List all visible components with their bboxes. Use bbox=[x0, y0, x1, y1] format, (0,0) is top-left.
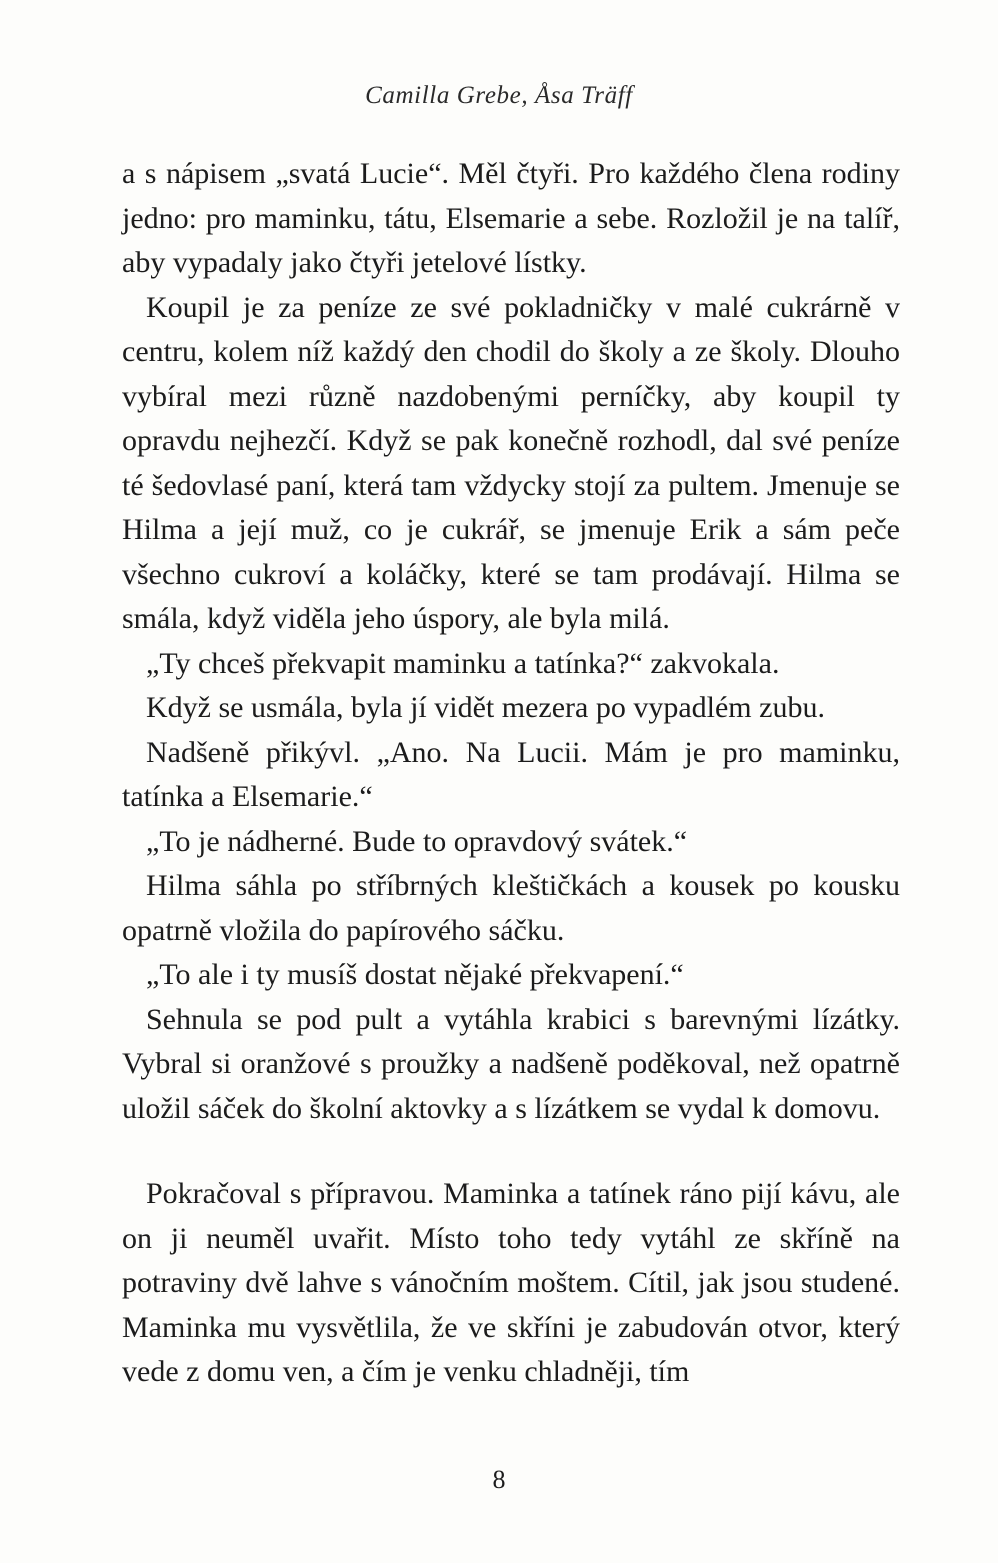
paragraph: Když se usmála, byla jí vidět mezera po vypadlém zubu. bbox=[146, 691, 825, 724]
paragraph: Koupil je za peníze ze své pokladničky v malé cukrárně v centru, kolem níž každý den chodil do školy a ze školy. Dlouho vybíral mezi různě nazdobenými perníčky, aby koupil ty opravdu nejhezčí. Když se pak konečně rozhodl, dal své peníze té šedovlasé paní, která tam vždycky stojí za pultem. Jmenuje se Hilma a její muž, co je cukrář, se jmenuje Erik a sám peče všechno cukroví a koláčky, které se tam prodávají. Hilma se smála, když viděla jeho úspory, ale byla milá. bbox=[122, 290, 900, 635]
paragraph: Nadšeně přikývl. „Ano. Na Lucii. Mám je pro maminku, tatínka a Elsemarie.“ bbox=[122, 735, 900, 813]
running-head: Camilla Grebe, Åsa Träff bbox=[365, 82, 633, 109]
paragraph: Hilma sáhla po stříbrných kleštičkách a kousek po kousku opatrně vložila do papírového sáčku. bbox=[122, 869, 900, 947]
paragraph: a s nápisem „svatá Lucie“. Měl čtyři. Pro každého člena rodiny jedno: pro maminku, tátu, Elsemarie a sebe. Rozložil je na talíř, aby vypadaly jako čtyři jetelové lístky. bbox=[122, 157, 900, 279]
paragraph: Pokračoval s přípravou. Maminka a tatínek ráno pijí kávu, ale on ji neuměl uvařit. Místo toho tedy vytáhl ze skříně na potraviny dvě lahve s vánočním moštem. Cítil, jak jsou studené. Maminka mu vysvětlila, že ve skříni je zabudován otvor, který vede z domu ven, a čím je venku chladněji, tím bbox=[122, 1177, 900, 1388]
page-number: 8 bbox=[492, 1465, 506, 1494]
text-section-main bbox=[122, 152, 900, 1131]
paragraph: Sehnula se pod pult a vytáhla krabici s barevnými lízátky. Vybral si oranžové s proužky a nadšeně poděkoval, než opatrně uložil sáček do školní aktovky a s lízátkem se vydal k domovu. bbox=[122, 1002, 900, 1125]
text-section-continued bbox=[122, 1172, 900, 1395]
paragraph: „To ale i ty musíš dostat nějaké překvapení.“ bbox=[146, 958, 684, 991]
paragraph: „Ty chceš překvapit maminku a tatínka?“ zakvokala. bbox=[146, 646, 780, 680]
paragraph: „To je nádherné. Bude to opravdový svátek.“ bbox=[146, 824, 688, 858]
